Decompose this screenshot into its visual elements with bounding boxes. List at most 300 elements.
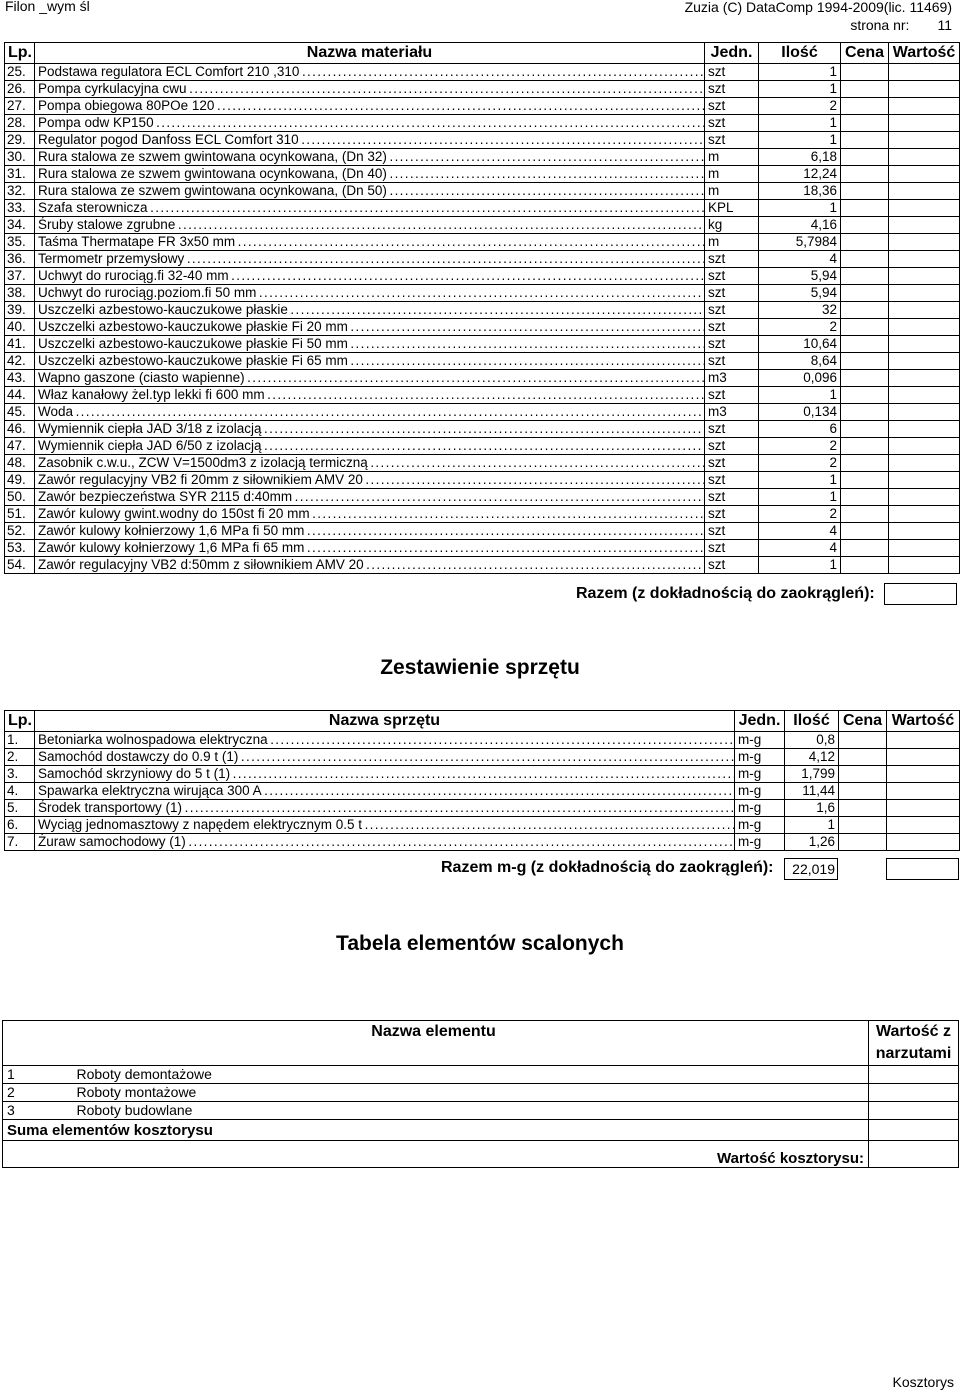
row-unit: m3 <box>705 404 759 421</box>
row-value <box>889 64 960 81</box>
table-row <box>5 387 960 404</box>
row-name: Samochód dostawczy do 0.9 t (1) . . . <box>35 749 735 766</box>
row-name: Pompa cyrkulacyjna cwu . . . <box>35 81 705 98</box>
col-lp: Lp. <box>5 43 35 64</box>
row-price <box>841 183 889 200</box>
row-unit: szt <box>705 115 759 132</box>
row-price <box>841 336 889 353</box>
element-name: Roboty demontażowe <box>73 1066 869 1084</box>
row-name: Zawór regulacyjny VB2 d:50mm z siłownikiem AMV 20 . . . <box>35 557 705 574</box>
row-value <box>889 251 960 268</box>
row-unit: szt <box>705 302 759 319</box>
table-row <box>5 817 960 834</box>
row-qty: 2 <box>759 319 841 336</box>
row-name: Zasobnik c.w.u., ZCW V=1500dm3 z izolacją termiczną . . . <box>35 455 705 472</box>
row-name: Taśma Thermatape FR 3x50 mm . . . <box>35 234 705 251</box>
row-value <box>889 353 960 370</box>
row-lp: 35. <box>5 234 35 251</box>
table-row <box>5 523 960 540</box>
row-lp: 25. <box>5 64 35 81</box>
row-value <box>889 557 960 574</box>
row-price <box>841 540 889 557</box>
element-number: 1 <box>3 1066 73 1084</box>
row-unit: szt <box>705 387 759 404</box>
row-unit: m <box>705 183 759 200</box>
row-unit: szt <box>705 81 759 98</box>
col-unit: Jedn. <box>705 43 759 64</box>
row-price <box>841 302 889 319</box>
row-unit: szt <box>705 353 759 370</box>
row-qty: 0,8 <box>785 732 839 749</box>
row-qty: 8,64 <box>759 353 841 370</box>
row-qty: 1,26 <box>785 834 839 851</box>
row-name: Zawór kulowy kołnierzowy 1,6 MPa fi 50 mm . . . <box>35 523 705 540</box>
col-value: Wartość <box>889 43 960 64</box>
row-value <box>887 800 960 817</box>
table-row <box>5 472 960 489</box>
row-qty: 12,24 <box>759 166 841 183</box>
row-name: Zawór regulacyjny VB2 fi 20mm z siłownikiem AMV 20 . . . <box>35 472 705 489</box>
row-price <box>841 438 889 455</box>
row-unit: szt <box>705 319 759 336</box>
row-name: Właz kanałowy żel.typ lekki fi 600 mm . . . <box>35 387 705 404</box>
document-name: Filon _wym śl <box>5 0 90 14</box>
row-qty: 1 <box>759 132 841 149</box>
col-name: Nazwa materiału <box>35 43 705 64</box>
row-price <box>841 234 889 251</box>
row-value <box>889 234 960 251</box>
equipment-summary-value: 22,019 <box>784 858 838 880</box>
row-lp: 3. <box>5 766 35 783</box>
row-lp: 6. <box>5 817 35 834</box>
row-value <box>889 506 960 523</box>
row-qty: 0,096 <box>759 370 841 387</box>
row-price <box>841 64 889 81</box>
row-qty: 0,134 <box>759 404 841 421</box>
col-qty: Ilość <box>785 711 839 732</box>
element-value <box>869 1066 959 1084</box>
equipment-title: Zestawienie sprzętu <box>380 656 580 679</box>
row-price <box>841 404 889 421</box>
row-lp: 39. <box>5 302 35 319</box>
row-price <box>841 166 889 183</box>
equipment-summary <box>441 858 774 878</box>
table-row <box>5 251 960 268</box>
row-price <box>841 217 889 234</box>
row-qty: 4,12 <box>785 749 839 766</box>
row-lp: 33. <box>5 200 35 217</box>
row-unit: m-g <box>735 766 785 783</box>
row-lp: 31. <box>5 166 35 183</box>
row-price <box>841 149 889 166</box>
row-qty: 1 <box>759 81 841 98</box>
col-element-value-line2: narzutami <box>875 1045 952 1062</box>
element-number: 3 <box>3 1102 73 1120</box>
row-price <box>839 800 887 817</box>
equipment-summary-label: Razem m-g (z dokładnością do zaokrągleń): <box>441 859 774 876</box>
table-row <box>5 540 960 557</box>
row-value <box>889 115 960 132</box>
row-lp: 52. <box>5 523 35 540</box>
row-value <box>889 370 960 387</box>
row-qty: 4 <box>759 540 841 557</box>
row-value <box>889 132 960 149</box>
row-value <box>887 749 960 766</box>
row-price <box>841 353 889 370</box>
row-qty: 5,94 <box>759 268 841 285</box>
row-price <box>841 421 889 438</box>
row-name: Samochód skrzyniowy do 5 t (1) . . . <box>35 766 735 783</box>
elements-total-label: Wartość kosztorysu: <box>3 1141 869 1168</box>
row-name: Podstawa regulatora ECL Comfort 210 ,310 . . . <box>35 64 705 81</box>
row-unit: szt <box>705 268 759 285</box>
row-name: Zawór bezpieczeństwa SYR 2115 d:40mm . . . <box>35 489 705 506</box>
element-name: Roboty budowlane <box>73 1102 869 1120</box>
row-name: Pompa odw KP150 . . . <box>35 115 705 132</box>
row-name: Wymiennik ciepła JAD 3/18 z izolacją . . . <box>35 421 705 438</box>
row-name: Uchwyt do rurociąg.poziom.fi 50 mm . . . <box>35 285 705 302</box>
table-row <box>5 421 960 438</box>
row-value <box>889 540 960 557</box>
row-value <box>887 817 960 834</box>
row-value <box>889 404 960 421</box>
row-name: Woda . . . <box>35 404 705 421</box>
elements-sum-value <box>869 1120 959 1141</box>
row-qty: 1,799 <box>785 766 839 783</box>
row-lp: 45. <box>5 404 35 421</box>
row-price <box>841 472 889 489</box>
elements-title: Tabela elementów scalonych <box>336 932 624 955</box>
table-row <box>5 370 960 387</box>
elements-sum-row <box>3 1120 959 1141</box>
row-qty: 5,7984 <box>759 234 841 251</box>
row-price <box>839 766 887 783</box>
table-row <box>5 115 960 132</box>
program-license: Zuzia (C) DataComp 1994-2009(lic. 11469) <box>684 0 952 15</box>
row-unit: m-g <box>735 732 785 749</box>
col-element-value-line1: Wartość z <box>876 1023 951 1040</box>
elements-header-row <box>3 1021 959 1066</box>
row-price <box>841 387 889 404</box>
row-price <box>839 749 887 766</box>
row-unit: m-g <box>735 817 785 834</box>
row-name: Wyciąg jednomasztowy z napędem elektrycznym 0.5 t . . . <box>35 817 735 834</box>
row-value <box>889 302 960 319</box>
row-name: Zawór kulowy gwint.wodny do 150st fi 20 mm . . . <box>35 506 705 523</box>
row-price <box>839 817 887 834</box>
row-name: Spawarka elektryczna wirująca 300 A . . . <box>35 783 735 800</box>
row-qty: 6,18 <box>759 149 841 166</box>
table-row <box>5 489 960 506</box>
row-price <box>841 455 889 472</box>
row-qty: 2 <box>759 98 841 115</box>
row-name: Pompa obiegowa 80POe 120 . . . <box>35 98 705 115</box>
row-qty: 1 <box>759 489 841 506</box>
row-name: Wapno gaszone (ciasto wapienne) . . . <box>35 370 705 387</box>
row-value <box>889 438 960 455</box>
elements-total-row <box>3 1141 959 1168</box>
row-unit: m3 <box>705 370 759 387</box>
row-value <box>889 217 960 234</box>
row-lp: 30. <box>5 149 35 166</box>
row-lp: 51. <box>5 506 35 523</box>
row-unit: szt <box>705 489 759 506</box>
elements-table <box>2 1020 959 1168</box>
row-name: Uszczelki azbestowo-kauczukowe płaskie Fi 65 mm . . . <box>35 353 705 370</box>
row-value <box>889 455 960 472</box>
row-lp: 42. <box>5 353 35 370</box>
row-value <box>887 783 960 800</box>
equipment-header-row <box>5 711 960 732</box>
row-lp: 46. <box>5 421 35 438</box>
table-row <box>5 64 960 81</box>
row-value <box>889 183 960 200</box>
materials-summary-label: Razem (z dokładnością do zaokrągleń): <box>576 585 875 602</box>
row-unit: szt <box>705 98 759 115</box>
row-qty: 10,64 <box>759 336 841 353</box>
row-name: Zawór kulowy kołnierzowy 1,6 MPa fi 65 mm . . . <box>35 540 705 557</box>
table-row <box>5 732 960 749</box>
row-name: Uszczelki azbestowo-kauczukowe płaskie Fi 50 mm . . . <box>35 336 705 353</box>
row-unit: KPL <box>705 200 759 217</box>
col-element-name-label: Nazwa elementu <box>371 1023 496 1040</box>
row-lp: 47. <box>5 438 35 455</box>
row-lp: 36. <box>5 251 35 268</box>
row-unit: m <box>705 166 759 183</box>
row-value <box>889 268 960 285</box>
table-row <box>5 834 960 851</box>
row-qty: 1 <box>759 115 841 132</box>
element-value <box>869 1102 959 1120</box>
row-name: Rura stalowa ze szwem gwintowana ocynkowana, (Dn 32) . . . <box>35 149 705 166</box>
row-value <box>889 336 960 353</box>
row-qty: 4 <box>759 251 841 268</box>
row-lp: 48. <box>5 455 35 472</box>
table-row <box>5 98 960 115</box>
table-row <box>5 800 960 817</box>
row-lp: 2. <box>5 749 35 766</box>
table-row <box>5 234 960 251</box>
row-price <box>841 132 889 149</box>
row-name: Uchwyt do rurociąg.fi 32-40 mm . . . <box>35 268 705 285</box>
page-indicator <box>685 16 952 34</box>
row-lp: 28. <box>5 115 35 132</box>
program-info <box>685 0 952 34</box>
equipment-summary-box <box>886 858 959 880</box>
row-price <box>841 268 889 285</box>
row-price <box>839 783 887 800</box>
row-unit: szt <box>705 336 759 353</box>
row-price <box>841 319 889 336</box>
table-row <box>5 749 960 766</box>
row-unit: m-g <box>735 749 785 766</box>
row-lp: 5. <box>5 800 35 817</box>
col-unit: Jedn. <box>735 711 785 732</box>
table-row <box>5 200 960 217</box>
row-price <box>841 200 889 217</box>
table-row <box>5 302 960 319</box>
row-price <box>839 834 887 851</box>
row-name: Żuraw samochodowy (1) . . . <box>35 834 735 851</box>
row-qty: 1 <box>785 817 839 834</box>
row-qty: 1 <box>759 387 841 404</box>
row-qty: 4 <box>759 523 841 540</box>
table-row <box>5 783 960 800</box>
row-qty: 2 <box>759 506 841 523</box>
row-price <box>841 370 889 387</box>
col-element-name <box>3 1021 869 1066</box>
row-value <box>887 834 960 851</box>
equipment-table <box>4 710 960 851</box>
row-unit: szt <box>705 506 759 523</box>
materials-table <box>4 42 960 574</box>
row-qty: 2 <box>759 438 841 455</box>
row-lp: 44. <box>5 387 35 404</box>
row-lp: 26. <box>5 81 35 98</box>
row-lp: 50. <box>5 489 35 506</box>
row-name: Betoniarka wolnospadowa elektryczna . . . <box>35 732 735 749</box>
row-value <box>889 200 960 217</box>
table-row <box>3 1084 959 1102</box>
row-value <box>889 285 960 302</box>
elements-sum-label: Suma elementów kosztorysu <box>3 1120 869 1141</box>
row-value <box>889 166 960 183</box>
row-unit: szt <box>705 557 759 574</box>
table-row <box>5 285 960 302</box>
row-unit: szt <box>705 64 759 81</box>
row-lp: 43. <box>5 370 35 387</box>
row-lp: 34. <box>5 217 35 234</box>
row-lp: 29. <box>5 132 35 149</box>
col-price: Cena <box>839 711 887 732</box>
table-row <box>5 166 960 183</box>
element-name: Roboty montażowe <box>73 1084 869 1102</box>
row-name: Rura stalowa ze szwem gwintowana ocynkowana, (Dn 50) . . . <box>35 183 705 200</box>
row-qty: 5,94 <box>759 285 841 302</box>
row-name: Śruby stalowe zgrubne . . . <box>35 217 705 234</box>
row-value <box>889 523 960 540</box>
row-lp: 37. <box>5 268 35 285</box>
col-name: Nazwa sprzętu <box>35 711 735 732</box>
col-value: Wartość <box>887 711 960 732</box>
row-qty: 1 <box>759 64 841 81</box>
row-lp: 53. <box>5 540 35 557</box>
row-unit: szt <box>705 421 759 438</box>
row-name: Środek transportowy (1) . . . <box>35 800 735 817</box>
row-qty: 1 <box>759 472 841 489</box>
row-unit: m <box>705 234 759 251</box>
page-number: 11 <box>937 17 952 33</box>
element-value <box>869 1084 959 1102</box>
row-qty: 1 <box>759 557 841 574</box>
materials-summary <box>576 584 875 604</box>
table-row <box>5 319 960 336</box>
row-price <box>841 98 889 115</box>
row-unit: szt <box>705 540 759 557</box>
row-lp: 40. <box>5 319 35 336</box>
row-lp: 7. <box>5 834 35 851</box>
row-unit: szt <box>705 251 759 268</box>
row-lp: 54. <box>5 557 35 574</box>
table-row <box>5 183 960 200</box>
row-value <box>889 319 960 336</box>
row-name: Szafa sterownicza . . . <box>35 200 705 217</box>
row-value <box>889 421 960 438</box>
table-row <box>5 455 960 472</box>
row-unit: szt <box>705 455 759 472</box>
row-qty: 6 <box>759 421 841 438</box>
row-unit: szt <box>705 132 759 149</box>
table-row <box>3 1102 959 1120</box>
row-lp: 38. <box>5 285 35 302</box>
row-value <box>889 149 960 166</box>
col-qty: Ilość <box>759 43 841 64</box>
row-lp: 4. <box>5 783 35 800</box>
row-unit: kg <box>705 217 759 234</box>
row-name: Termometr przemysłowy . . . <box>35 251 705 268</box>
row-qty: 1 <box>759 200 841 217</box>
materials-summary-box <box>884 583 957 605</box>
row-value <box>889 387 960 404</box>
row-name: Regulator pogod Danfoss ECL Comfort 310 . . . <box>35 132 705 149</box>
row-qty: 2 <box>759 455 841 472</box>
row-price <box>841 285 889 302</box>
materials-header-row <box>5 43 960 64</box>
row-qty: 11,44 <box>785 783 839 800</box>
table-row <box>5 81 960 98</box>
row-lp: 27. <box>5 98 35 115</box>
table-row <box>5 404 960 421</box>
row-price <box>841 81 889 98</box>
row-name: Rura stalowa ze szwem gwintowana ocynkowana, (Dn 40) . . . <box>35 166 705 183</box>
row-name: Uszczelki azbestowo-kauczukowe płaskie . . . <box>35 302 705 319</box>
row-price <box>841 115 889 132</box>
row-price <box>841 506 889 523</box>
row-price <box>841 557 889 574</box>
row-lp: 41. <box>5 336 35 353</box>
row-unit: m <box>705 149 759 166</box>
table-row <box>5 217 960 234</box>
row-unit: szt <box>705 285 759 302</box>
row-value <box>889 98 960 115</box>
elements-total-value <box>869 1141 959 1168</box>
row-unit: szt <box>705 438 759 455</box>
row-price <box>839 732 887 749</box>
row-value <box>889 81 960 98</box>
row-qty: 18,36 <box>759 183 841 200</box>
table-row <box>5 268 960 285</box>
row-lp: 49. <box>5 472 35 489</box>
row-qty: 1,6 <box>785 800 839 817</box>
row-qty: 32 <box>759 302 841 319</box>
table-row <box>5 506 960 523</box>
row-value <box>889 489 960 506</box>
row-price <box>841 489 889 506</box>
row-value <box>887 766 960 783</box>
footer-label: Kosztorys <box>892 1374 954 1390</box>
row-price <box>841 251 889 268</box>
row-unit: m-g <box>735 834 785 851</box>
row-name: Uszczelki azbestowo-kauczukowe płaskie Fi 20 mm . . . <box>35 319 705 336</box>
table-row <box>3 1066 959 1084</box>
row-value <box>887 732 960 749</box>
table-row <box>5 336 960 353</box>
row-lp: 32. <box>5 183 35 200</box>
row-name: Wymiennik ciepła JAD 6/50 z izolacją . . . <box>35 438 705 455</box>
row-price <box>841 523 889 540</box>
row-unit: szt <box>705 472 759 489</box>
col-element-value <box>869 1021 959 1066</box>
